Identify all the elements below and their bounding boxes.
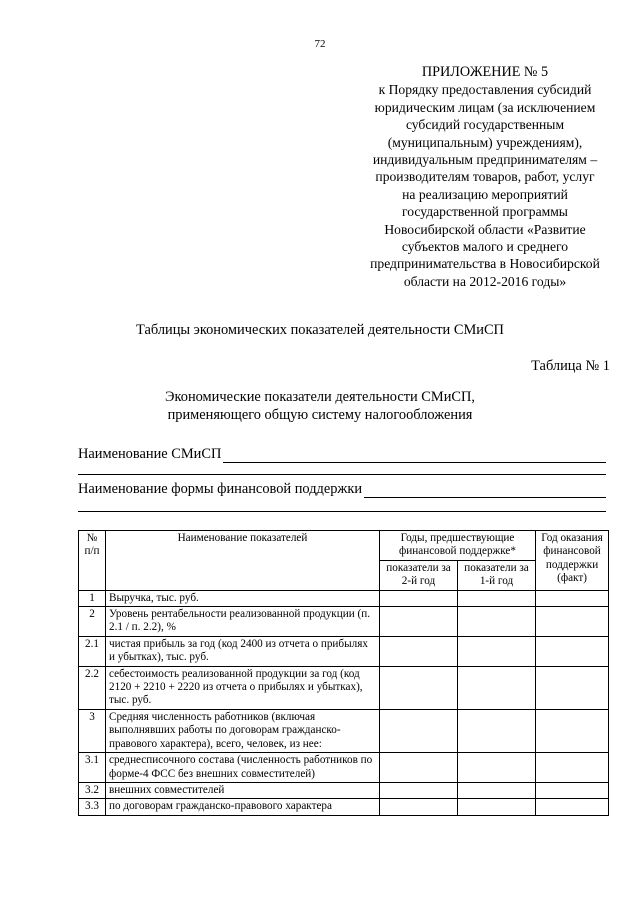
value-cell-support-year[interactable] xyxy=(536,753,609,783)
appendix-line: на реализацию мероприятий xyxy=(402,186,568,202)
value-cell-support-year[interactable] xyxy=(536,590,609,606)
value-cell-support-year[interactable] xyxy=(536,799,609,815)
value-cell-year-2[interactable] xyxy=(380,782,458,798)
table-row xyxy=(79,799,609,815)
table-row xyxy=(79,782,609,798)
row-num: 3.3 xyxy=(79,799,106,815)
table-row xyxy=(79,607,609,637)
row-num: 2.2 xyxy=(79,666,106,709)
appendix-line: индивидуальным предпринимателям – xyxy=(372,152,598,168)
value-cell-year-2[interactable] xyxy=(380,607,458,637)
value-cell-year-2[interactable] xyxy=(380,666,458,709)
page-number: 72 xyxy=(314,38,326,50)
value-cell-year-2[interactable] xyxy=(380,636,458,666)
row-indicator: среднесписочного состава (численность работников по форме-4 ФСС без внешних совместителей) xyxy=(106,753,380,783)
row-indicator: Средняя численность работников (включая выполнявших работы по договорам гражданско-правового характера), всего, человек, из нее: xyxy=(106,709,380,752)
row-num: 3 xyxy=(79,709,106,752)
row-num: 1 xyxy=(79,590,106,606)
economic-indicators-table xyxy=(78,530,609,816)
value-cell-year-1[interactable] xyxy=(458,590,536,606)
appendix-line: области на 2012-2016 годы» xyxy=(403,273,567,289)
economic-indicators-title-line: применяющего общую систему налогообложения xyxy=(167,406,473,423)
smisp-name-blank[interactable] xyxy=(223,448,606,463)
row-num: 3.1 xyxy=(79,753,106,783)
economic-indicators-title-line: Экономические показатели деятельности СМиСП, xyxy=(164,389,475,405)
value-cell-year-2[interactable] xyxy=(380,799,458,815)
smisp-name-label: Наименование СМиСП xyxy=(78,446,222,462)
value-cell-year-1[interactable] xyxy=(458,709,536,752)
table-number: Таблица № 1 xyxy=(531,358,610,374)
value-cell-year-2[interactable] xyxy=(380,590,458,606)
table-row xyxy=(79,590,609,606)
blank-line xyxy=(78,474,606,475)
row-indicator: Выручка, тыс. руб. xyxy=(106,590,380,606)
appendix-heading xyxy=(330,64,640,290)
value-cell-support-year[interactable] xyxy=(536,782,609,798)
row-indicator: чистая прибыль за год (код 2400 из отчета о прибылях и убытках), тыс. руб. xyxy=(106,636,380,666)
value-cell-year-1[interactable] xyxy=(458,782,536,798)
smisp-name-field[interactable] xyxy=(78,446,606,463)
appendix-line: субсидий государственным xyxy=(405,117,565,133)
appendix-line: государственной программы xyxy=(402,204,568,220)
value-cell-support-year[interactable] xyxy=(536,636,609,666)
row-num: 2 xyxy=(79,607,106,637)
appendix-line: к Порядку предоставления субсидий xyxy=(378,82,592,98)
value-cell-year-1[interactable] xyxy=(458,753,536,783)
value-cell-year-2[interactable] xyxy=(380,709,458,752)
header-support-year: Год оказания финансовой поддержки (факт) xyxy=(536,531,609,591)
appendix-line: производителям товаров, работ, услуг xyxy=(375,169,595,185)
row-num: 3.2 xyxy=(79,782,106,798)
value-cell-year-1[interactable] xyxy=(458,636,536,666)
table-row xyxy=(79,709,609,752)
header-year-2: показатели за 2-й год xyxy=(380,560,458,590)
appendix-title: ПРИЛОЖЕНИЕ № 5 xyxy=(421,64,549,80)
economic-indicators-title xyxy=(0,389,640,424)
blank-line xyxy=(78,511,606,512)
row-indicator: по договорам гражданско-правового характера xyxy=(106,799,380,815)
row-indicator: внешних совместителей xyxy=(106,782,380,798)
value-cell-year-1[interactable] xyxy=(458,799,536,815)
table-row xyxy=(79,666,609,709)
row-indicator: себестоимость реализованной продукции за год (код 2120 + 2210 + 2220 из отчета о прибылях и убытках), тыс. руб. xyxy=(106,666,380,709)
table-row xyxy=(79,753,609,783)
section-title: Таблицы экономических показателей деятельности СМиСП xyxy=(136,322,504,338)
value-cell-year-2[interactable] xyxy=(380,753,458,783)
appendix-line: Новосибирской области «Развитие xyxy=(384,221,586,237)
row-indicator: Уровень рентабельности реализованной продукции (п. 2.1 / п. 2.2), % xyxy=(106,607,380,637)
header-indicator-name: Наименование показателей xyxy=(106,531,380,591)
value-cell-support-year[interactable] xyxy=(536,709,609,752)
value-cell-support-year[interactable] xyxy=(536,666,609,709)
support-form-blank[interactable] xyxy=(364,483,606,498)
appendix-line: субъектов малого и среднего xyxy=(401,239,569,255)
appendix-line: предпринимательства в Новосибирской xyxy=(370,256,600,272)
header-num: № п/п xyxy=(79,531,106,591)
row-num: 2.1 xyxy=(79,636,106,666)
header-year-1: показатели за 1-й год xyxy=(458,560,536,590)
support-form-label: Наименование формы финансовой поддержки xyxy=(78,481,363,497)
header-years-before-support: Годы, предшествующие финансовой поддержке* xyxy=(380,531,536,561)
appendix-line: (муниципальным) учреждениям), xyxy=(387,134,583,150)
value-cell-year-1[interactable] xyxy=(458,607,536,637)
value-cell-year-1[interactable] xyxy=(458,666,536,709)
appendix-line: юридическим лицам (за исключением xyxy=(374,99,596,115)
table-row xyxy=(79,636,609,666)
support-form-field[interactable] xyxy=(78,481,606,498)
value-cell-support-year[interactable] xyxy=(536,607,609,637)
